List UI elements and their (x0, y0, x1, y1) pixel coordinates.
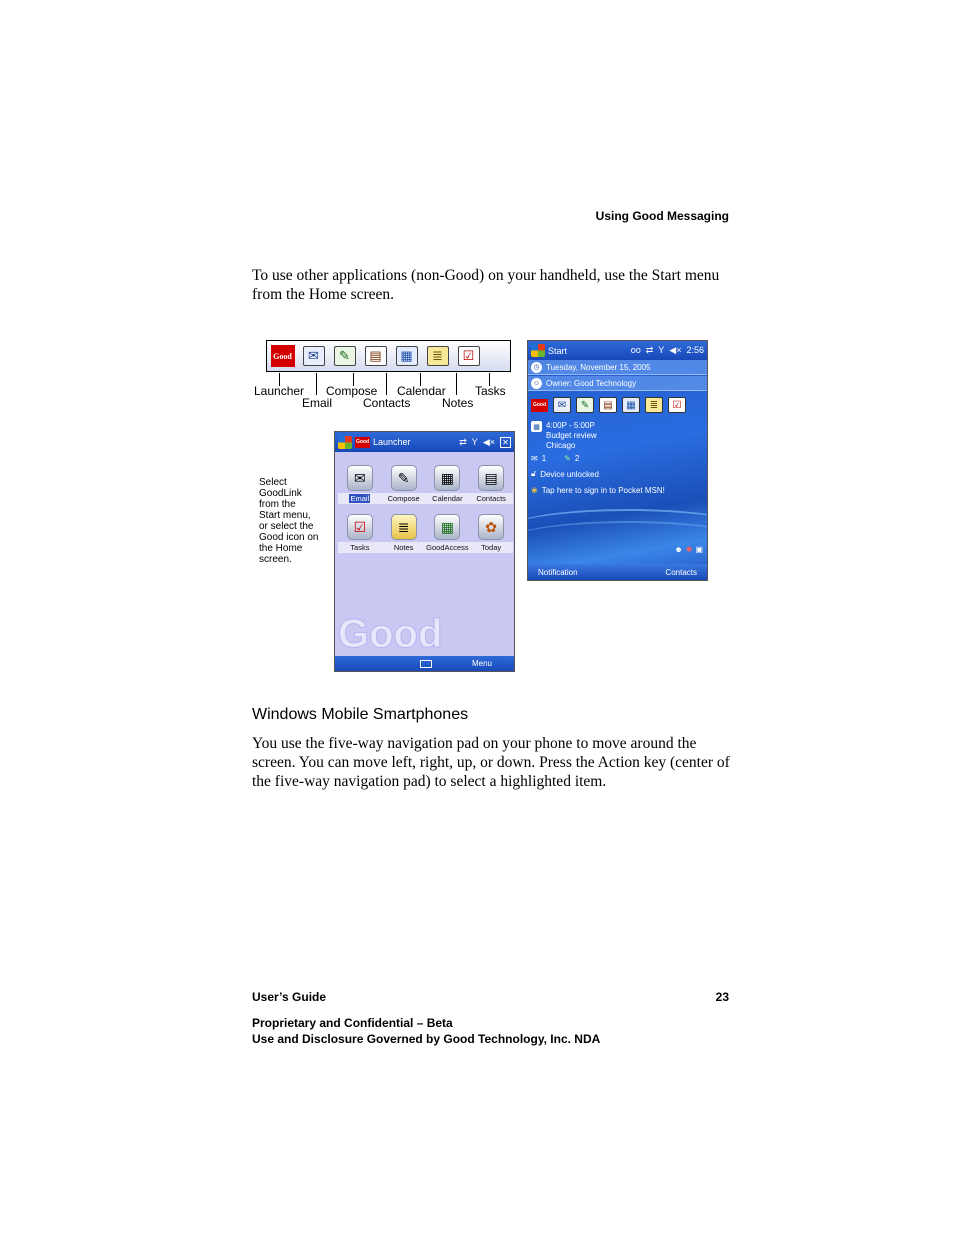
calendar-icon[interactable]: ▦ (393, 343, 420, 369)
compose-icon[interactable]: ✎ (576, 397, 594, 413)
notepad-icon: ≣ (391, 514, 417, 540)
today-good-toolbar (528, 397, 707, 413)
background-swoosh (527, 521, 708, 561)
tray-alert-icon[interactable]: ✱ (685, 545, 693, 554)
lock-icon: 🔓︎ (531, 469, 537, 478)
good-logo-icon[interactable]: Good (269, 343, 296, 369)
sync-icon[interactable]: ⇄ (645, 345, 654, 355)
appointment-time: 4:00P - 5:00P (546, 421, 595, 430)
label-contacts: Contacts (363, 396, 411, 410)
start-title[interactable]: Start (548, 345, 568, 356)
good-logo-icon[interactable]: Good (531, 399, 548, 412)
today-titlebar (528, 341, 707, 360)
task-check-icon: ☑ (347, 514, 373, 540)
date-row[interactable] (528, 360, 707, 375)
message-counts-row[interactable] (528, 454, 707, 463)
device-status-row[interactable] (528, 469, 707, 479)
msn-butterfly-icon: ❀ (531, 486, 538, 495)
good-logo-icon: Good (355, 437, 370, 448)
contacts-icon[interactable]: ▤ (599, 397, 617, 413)
launcher-menubar (335, 656, 514, 671)
msn-row[interactable] (528, 486, 707, 495)
appointment-row[interactable] (528, 421, 707, 451)
appointment-place: Chicago (546, 441, 576, 450)
email-count: 1 (541, 454, 547, 463)
launcher-callout: Select GoodLink from the Start menu, or select the Good icon on the Home screen. (259, 477, 319, 565)
today-screen (527, 340, 708, 581)
pen-icon: ✎ (391, 465, 417, 491)
label-launcher: Launcher (254, 384, 305, 398)
tasks-icon[interactable]: ☑ (668, 397, 686, 413)
app-notes[interactable]: ≣ Notes (382, 514, 426, 553)
leader-line-notes (456, 373, 457, 395)
grid-icon: ▦ (434, 514, 460, 540)
footer-nda: Use and Disclosure Governed by Good Technology, Inc. NDA (252, 1032, 601, 1046)
watermark-good: Good (338, 612, 443, 656)
close-icon[interactable]: ✕ (500, 437, 511, 448)
keyboard-icon[interactable] (420, 660, 432, 668)
email-icon[interactable]: ✉ (553, 397, 571, 413)
contacts-icon[interactable]: ▤ (362, 343, 389, 369)
section-heading: Windows Mobile Smartphones (252, 706, 469, 723)
app-compose[interactable]: ✎ Compose (382, 465, 426, 504)
tasks-icon[interactable]: ☑ (455, 343, 482, 369)
launcher-titlebar (335, 432, 514, 452)
msn-text: Tap here to sign in to Pocket MSN! (541, 486, 665, 495)
launcher-screen (334, 431, 515, 672)
today-icon: ✿ (478, 514, 504, 540)
label-compose: Compose (326, 384, 378, 398)
device-status: Device unlocked (540, 469, 599, 479)
app-grid (338, 465, 513, 553)
today-date: Tuesday, November 15, 2005 (546, 362, 651, 372)
tray-device-icon[interactable]: ▣ (695, 545, 703, 554)
envelope-small-icon: ✉ (531, 454, 538, 463)
speaker-muted-icon[interactable]: ◀× (482, 436, 495, 447)
signal-icon[interactable]: Y (658, 345, 665, 355)
voicemail-icon[interactable]: oo (630, 345, 641, 355)
section-paragraph: You use the five-way navigation pad on your phone to move around the screen. You can move left, right, up, or down. Press the Action key (center of the five-way navigation pad) to select a highlighted item. (252, 735, 730, 790)
calendar-icon[interactable]: ▦ (622, 397, 640, 413)
tray-users-icon[interactable]: ☻ (674, 545, 683, 554)
footer-guide: User’s Guide (252, 990, 327, 1004)
sync-icon[interactable]: ⇄ (459, 436, 467, 447)
leader-line-contacts (386, 373, 387, 395)
signal-icon[interactable]: Y (471, 436, 478, 447)
contacts-softkey[interactable]: Contacts (665, 567, 697, 577)
clock-icon: ◷ (531, 362, 542, 373)
notification-softkey[interactable]: Notification (538, 567, 578, 577)
contact-card-icon: ▤ (478, 465, 504, 491)
running-header: Using Good Messaging (595, 209, 729, 223)
person-icon: ☺ (532, 379, 541, 387)
app-contacts[interactable]: ▤ Contacts (469, 465, 513, 504)
intro-paragraph: To use other applications (non-Good) on your handheld, use the Start menu from the Home screen. (252, 267, 720, 303)
owner-name: Owner: Good Technology (546, 378, 637, 388)
envelope-icon: ✉ (347, 465, 373, 491)
good-toolbar (266, 340, 511, 372)
compose-count: 2 (574, 454, 580, 463)
app-email[interactable]: ✉ Email (338, 465, 382, 504)
launcher-title: Launcher (373, 437, 411, 447)
calendar-icon: ▦ (434, 465, 460, 491)
email-icon[interactable]: ✉ (300, 343, 327, 369)
app-today[interactable]: ✿ Today (469, 514, 513, 553)
label-email: Email (302, 396, 333, 410)
leader-line-email (316, 373, 317, 395)
app-calendar[interactable]: ▦ Calendar (426, 465, 470, 504)
calendar-small-icon: ▦ (531, 421, 542, 432)
speaker-muted-icon[interactable]: ◀× (669, 345, 682, 355)
clock-time[interactable]: 2:56 (686, 345, 704, 355)
app-tasks[interactable]: ☑ Tasks (338, 514, 382, 553)
compose-icon[interactable]: ✎ (331, 343, 358, 369)
pen-small-icon: ✎ (564, 454, 571, 463)
today-menubar (528, 564, 707, 580)
notes-icon[interactable]: ≣ (645, 397, 663, 413)
menu-softkey[interactable]: Menu (471, 659, 492, 668)
label-calendar: Calendar (397, 384, 446, 398)
notes-icon[interactable]: ≣ (424, 343, 451, 369)
app-goodaccess[interactable]: ▦ GoodAccess (426, 514, 470, 553)
windows-start-icon[interactable] (531, 344, 545, 357)
label-tasks: Tasks (475, 384, 506, 398)
footer-confidential: Proprietary and Confidential – Beta (252, 1016, 453, 1030)
page-number: 23 (715, 990, 729, 1004)
appointment-title: Budget review (546, 431, 597, 440)
label-notes: Notes (442, 396, 474, 410)
windows-start-icon[interactable] (338, 436, 352, 449)
tray-icons (528, 545, 707, 554)
owner-row[interactable] (528, 376, 707, 391)
